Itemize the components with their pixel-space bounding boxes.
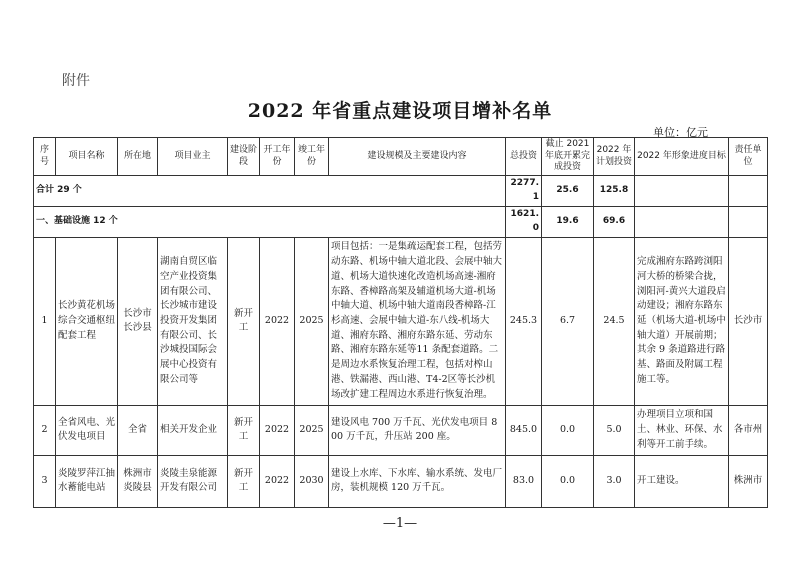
summary-row-infra — [34, 206, 768, 237]
cell-stage: 新开工 — [228, 237, 260, 405]
cell-seq: 3 — [34, 455, 56, 507]
summary-total-done: 25.6 — [542, 176, 594, 207]
summary-infra-done: 19.6 — [542, 206, 594, 237]
summary-row-total — [34, 176, 768, 207]
cell-resp: 长沙市 — [729, 237, 768, 405]
header-owner: 项目业主 — [158, 138, 228, 176]
cell-end: 2025 — [295, 237, 329, 405]
cell-content: 建设上水库、下水库、输水系统、发电厂房，装机规模 120 万千瓦。 — [329, 455, 506, 507]
cell-location: 全省 — [118, 405, 158, 455]
cell-resp: 各市州 — [729, 405, 768, 455]
table-row — [34, 455, 768, 507]
cell-done: 0.0 — [542, 455, 594, 507]
summary-infra-plan: 69.6 — [594, 206, 635, 237]
cell-start: 2022 — [260, 455, 295, 507]
cell-name: 全省风电、光伏发电项目 — [56, 405, 118, 455]
header-stage: 建设阶段 — [228, 138, 260, 176]
cell-total: 245.3 — [506, 237, 542, 405]
header-done-2021: 截止 2021 年底开累完成投资 — [542, 138, 594, 176]
cell-done: 6.7 — [542, 237, 594, 405]
header-end: 竣工年份 — [295, 138, 329, 176]
cell-owner: 湖南自贸区临空产业投资集团有限公司、长沙城市建设投资开发集团有限公司、长沙城投国际会展中心投资有限公司等 — [158, 237, 228, 405]
cell-plan: 3.0 — [594, 455, 635, 507]
cell-start: 2022 — [260, 237, 295, 405]
cell-plan: 5.0 — [594, 405, 635, 455]
cell-seq: 1 — [34, 237, 56, 405]
project-table — [33, 137, 768, 508]
cell-target: 办理项目立项和国土、林业、环保、水利等开工前手续。 — [635, 405, 729, 455]
cell-target: 完成湘府东路跨浏阳河大桥的桥梁合拢，浏阳河-黄兴大道段启动建设；湘府东路东延（机场大道-机场中轴大道）开展前期；其余 9 条道路进行路基、路面及附属工程施工等。 — [635, 237, 729, 405]
header-total: 总投资 — [506, 138, 542, 176]
summary-infra-empty — [635, 206, 729, 237]
cell-location: 株洲市炎陵县 — [118, 455, 158, 507]
cell-name: 炎陵罗萍江抽水蓄能电站 — [56, 455, 118, 507]
summary-total-label: 合计 29 个 — [34, 176, 506, 207]
header-resp: 责任单位 — [729, 138, 768, 176]
header-name: 项目名称 — [56, 138, 118, 176]
cell-target: 开工建设。 — [635, 455, 729, 507]
cell-end: 2025 — [295, 405, 329, 455]
cell-plan: 24.5 — [594, 237, 635, 405]
header-target: 2022 年形象进度目标 — [635, 138, 729, 176]
cell-start: 2022 — [260, 405, 295, 455]
cell-owner: 相关开发企业 — [158, 405, 228, 455]
document-title: 2022 年省重点建设项目增补名单 — [247, 100, 553, 122]
header-seq: 序号 — [34, 138, 56, 176]
summary-total-plan: 125.8 — [594, 176, 635, 207]
summary-total-empty — [635, 176, 729, 207]
table-row — [34, 237, 768, 405]
cell-end: 2030 — [295, 455, 329, 507]
cell-stage: 新开工 — [228, 455, 260, 507]
attachment-label: 附件 — [62, 73, 90, 89]
cell-resp: 株洲市 — [729, 455, 768, 507]
page-number: —1— — [382, 516, 418, 531]
header-plan-2022: 2022 年计划投资 — [594, 138, 635, 176]
table-row — [34, 405, 768, 455]
unit-label: 单位：亿元 — [653, 126, 708, 139]
cell-owner: 炎陵圭泉能源开发有限公司 — [158, 455, 228, 507]
cell-name: 长沙黄花机场综合交通枢纽配套工程 — [56, 237, 118, 405]
header-start: 开工年份 — [260, 138, 295, 176]
cell-total: 845.0 — [506, 405, 542, 455]
cell-location: 长沙市长沙县 — [118, 237, 158, 405]
cell-content: 项目包括：一是集疏运配套工程，包括劳动东路、机场中轴大道北段、会展中轴大道、机场大道快速化改造机场高速-湘府东路、香樟路高架及辅道机场大道-机场中轴大道、机场中轴大道南段香樟路-江杉高速、会展中轴大道-东八线-机场大道、湘府东路、湘府东路东延、劳动东路、湘府东路东延等11 条配套道路。二是周边水系恢复治理工程，包括对榨山港、铁漏港、西山港、T4-2区等长沙机场改扩建工程周边水系进行恢复治理。 — [329, 237, 506, 405]
summary-infra-investment: 1621.0 — [506, 206, 542, 237]
cell-total: 83.0 — [506, 455, 542, 507]
cell-done: 0.0 — [542, 405, 594, 455]
table-header-row — [34, 138, 768, 176]
summary-total-investment: 2277.1 — [506, 176, 542, 207]
summary-infra-empty — [729, 206, 768, 237]
cell-content: 建设风电 700 万千瓦、光伏发电项目 800 万千瓦，升压站 200 座。 — [329, 405, 506, 455]
header-content: 建设规模及主要建设内容 — [329, 138, 506, 176]
cell-seq: 2 — [34, 405, 56, 455]
summary-total-empty — [729, 176, 768, 207]
header-location: 所在地 — [118, 138, 158, 176]
cell-stage: 新开工 — [228, 405, 260, 455]
summary-infra-label: 一、基础设施 12 个 — [34, 206, 506, 237]
